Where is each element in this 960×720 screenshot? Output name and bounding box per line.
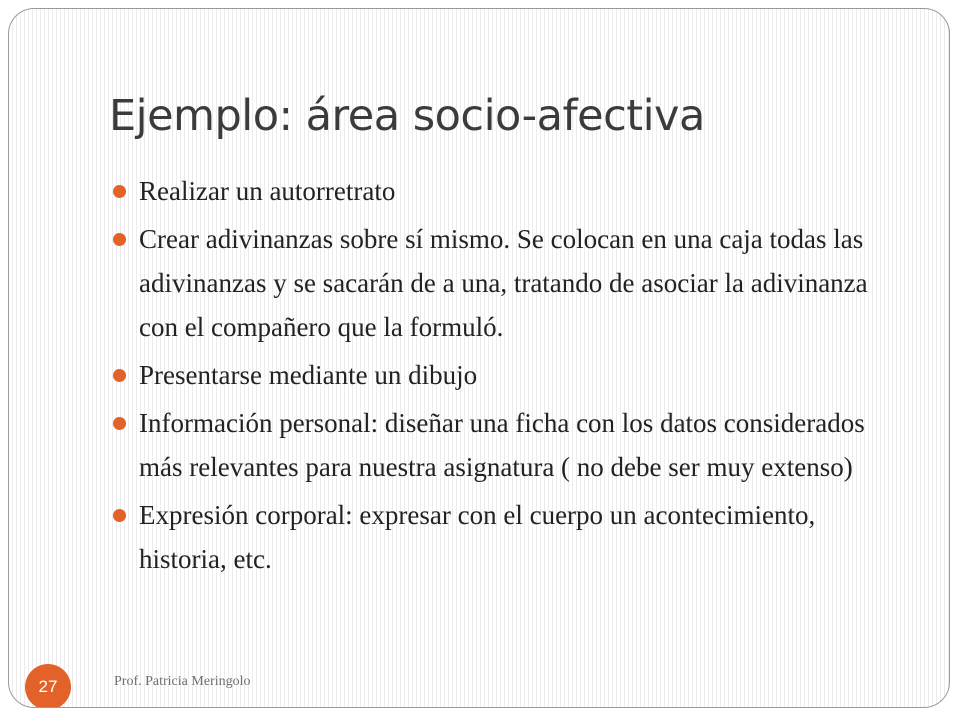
bullet-text: Información personal: diseñar una ficha con los datos considerados más relevantes para nuestra asignatura ( no debe ser muy extenso): [139, 408, 865, 482]
slide-frame: [8, 8, 950, 708]
footer-author: Prof. Patricia Meringolo: [114, 674, 251, 689]
bullet-item-autorretrato: [113, 169, 873, 213]
bullet-item-dibujo: [113, 353, 873, 397]
slide-title: Ejemplo: área socio-afectiva: [109, 91, 705, 141]
bullet-dot-icon: [113, 233, 126, 246]
bullet-dot-icon: [113, 185, 126, 198]
bullet-text: Expresión corporal: expresar con el cuerpo un acontecimiento, historia, etc.: [139, 500, 816, 574]
bullet-dot-icon: [113, 509, 126, 522]
bullet-item-informacion-personal: [113, 401, 873, 489]
page-number-badge: 27: [25, 664, 71, 708]
bullet-text: Realizar un autorretrato: [139, 176, 396, 206]
bullet-text: Presentarse mediante un dibujo: [139, 360, 478, 390]
bullet-item-expresion-corporal: [113, 493, 873, 581]
bullet-item-adivinanzas: [113, 217, 873, 349]
bullet-text: Crear adivinanzas sobre sí mismo. Se colocan en una caja todas las adivinanzas y se sacarán de a una, tratando de asociar la adivinanza con el compañero que la formuló.: [139, 224, 868, 342]
bullet-list: [113, 169, 873, 585]
bullet-dot-icon: [113, 369, 126, 382]
bullet-dot-icon: [113, 417, 126, 430]
